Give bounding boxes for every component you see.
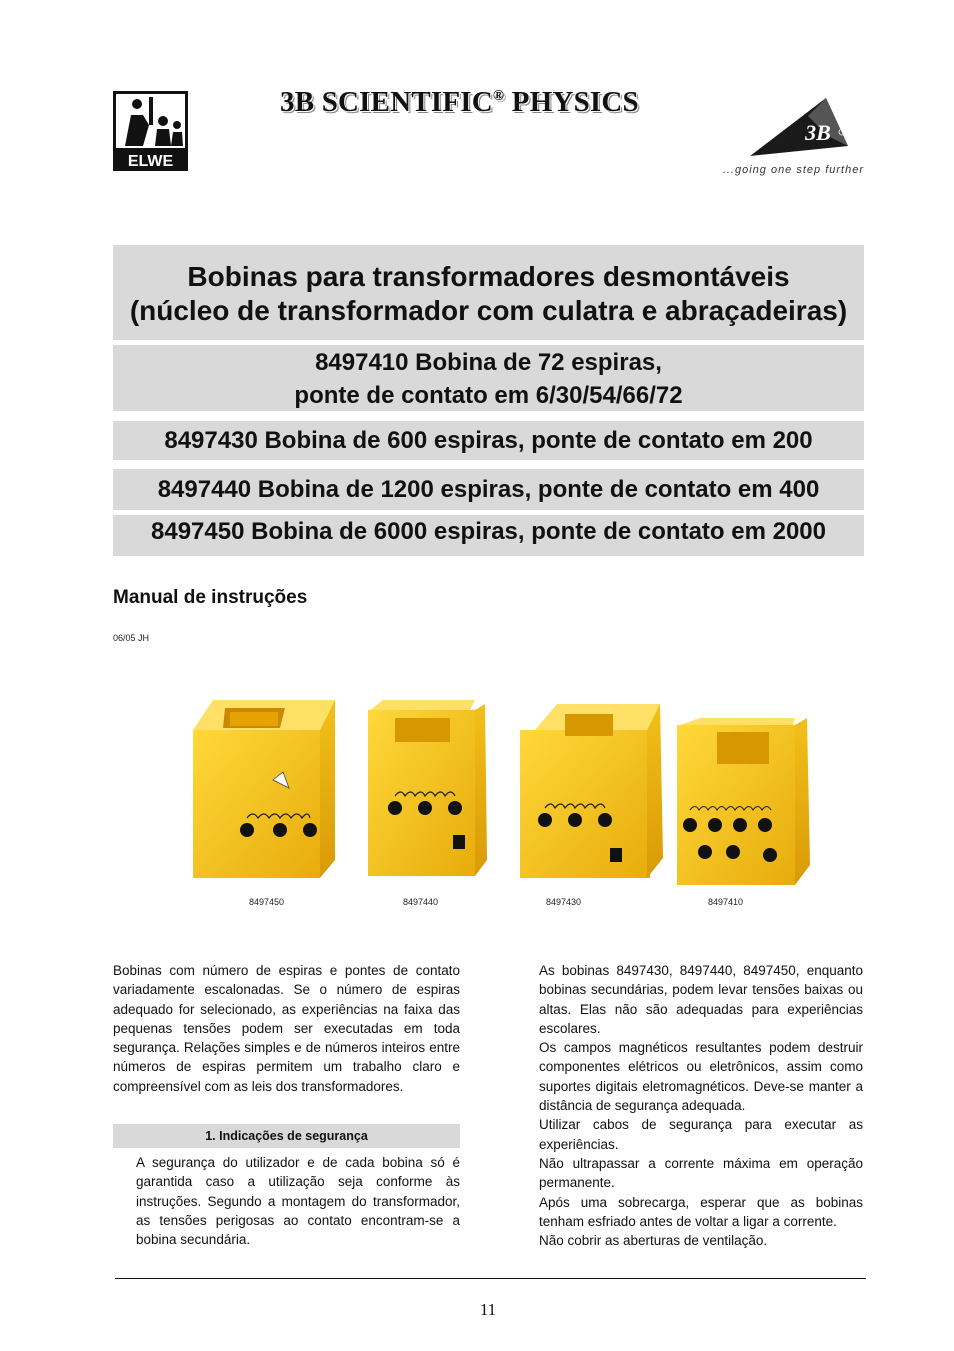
right-paragraph: Os campos magnéticos resultantes podem destruir componentes elétricos ou eletrônicos, assim como suportes digitais eletromagnéticos. Deve-se manter a distância de segurança adequada. <box>539 1040 863 1114</box>
slogan: ...going one step further <box>722 164 864 176</box>
product-title-8497430: 8497430 Bobina de 600 espiras, ponte de contato em 200 <box>113 421 864 460</box>
caption-8497410: 8497410 <box>708 897 744 907</box>
brand-title: 3B SCIENTIFIC® PHYSICS <box>280 86 639 118</box>
page-number: 11 <box>479 1300 497 1319</box>
caption-8497430: 8497430 <box>546 897 582 907</box>
manual-heading: Manual de instruções <box>113 587 308 608</box>
right-paragraph: Após uma sobrecarga, esperar que as bobinas tenham esfriado antes de voltar a ligar a corrente. <box>539 1194 863 1229</box>
main-title-line1: Bobinas para transformadores desmontáveis <box>187 261 790 292</box>
safety-paragraph: A segurança do utilizador e de cada bobina só é garantida caso a utilização seja conforme às instruções. Segundo a montagem do transformador, as tensões perigosas ao contato encontram-se a bobina secundária. <box>136 1155 460 1248</box>
revision-code: 06/05 JH <box>113 633 150 643</box>
right-paragraph: As bobinas 8497430, 8497440, 8497450, enquanto bobinas secundárias, podem levar tensões baixas ou altas. Elas não são adequadas para experiências escolares. <box>539 963 863 1036</box>
product1-line2: ponte de contato em 6/30/54/66/72 <box>294 382 683 409</box>
elwe-logo <box>113 91 188 171</box>
3b-logo-text: 3B <box>805 120 831 145</box>
caption-8497440: 8497440 <box>403 897 439 907</box>
coil-8497410-image <box>677 718 810 885</box>
product-title-8497410 <box>113 345 864 411</box>
3b-logo <box>698 96 864 168</box>
product-title-8497440: 8497440 Bobina de 1200 espiras, ponte de contato em 400 <box>113 469 864 510</box>
product-photo <box>185 690 815 900</box>
footer-rule <box>115 1278 866 1279</box>
coil-8497440-image <box>368 700 487 876</box>
intro-paragraph: Bobinas com número de espiras e pontes de contato variadamente escalonadas. Se o número de espiras adequado for selecionado, as experiências na faixa das pequenas tensões podem ser executadas em toda segurança. Relações simples e de números inteiros entre números de espiras permitem um trabalho claro e compreensível com as leis dos transformadores. <box>113 963 460 1094</box>
elwe-logo-text: ELWE <box>127 153 174 170</box>
caption-8497450: 8497450 <box>249 897 285 907</box>
product-title-8497450: 8497450 Bobina de 6000 espiras, ponte de contato em 2000 <box>113 515 864 556</box>
right-column <box>539 961 863 1250</box>
coil-8497430-image <box>520 704 663 878</box>
main-title-line2: (núcleo de transformador com culatra e abraçadeiras) <box>129 295 848 326</box>
main-title-box <box>113 245 864 340</box>
section-safety-title: 1. Indicações de segurança <box>113 1124 460 1148</box>
right-paragraph: Não cobrir as aberturas de ventilação. <box>539 1233 768 1249</box>
right-paragraph: Utilizar cabos de segurança para executar as experiências. <box>539 1117 863 1152</box>
product1-line1: 8497410 Bobina de 72 espiras, <box>315 349 662 376</box>
right-paragraph: Não ultrapassar a corrente máxima em operação permanente. <box>539 1155 863 1191</box>
coil-8497450-image <box>193 700 335 878</box>
